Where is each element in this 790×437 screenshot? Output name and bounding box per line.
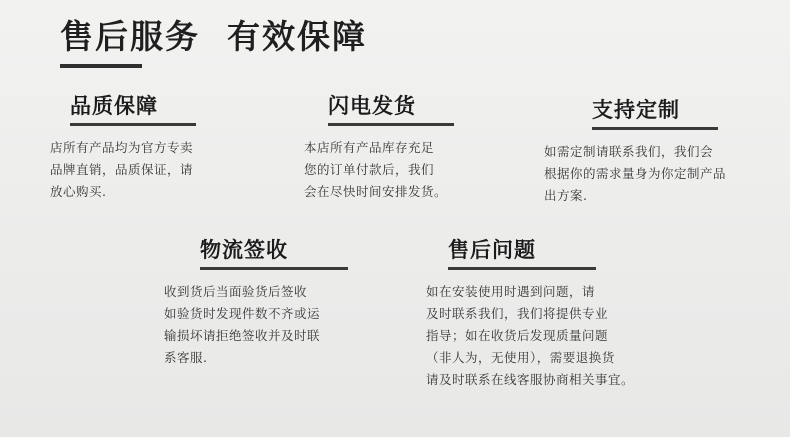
- section-customization-line: 根据你的需求量身为你定制产品: [544, 166, 727, 181]
- section-customization-line: 出方案.: [544, 188, 588, 203]
- section-quality-underline: [70, 123, 196, 126]
- section-logistics-signature-title: 物流签收: [200, 238, 288, 262]
- section-after-sale-issues: [420, 236, 700, 391]
- section-logistics-signature-line: 系客服.: [164, 350, 208, 365]
- section-quality-line: 品牌直销，品质保证，请: [50, 162, 194, 177]
- section-quality: [48, 92, 258, 203]
- section-customization: [538, 96, 753, 207]
- section-fast-shipping: [296, 92, 501, 203]
- section-quality-title: 品质保障: [70, 94, 158, 118]
- section-after-sale-issues-line: 请及时联系在线客服协商相关事宜。: [426, 372, 635, 387]
- section-after-sale-issues-body: [420, 281, 700, 391]
- section-after-sale-issues-title: 售后问题: [448, 238, 536, 262]
- section-fast-shipping-underline: [328, 123, 454, 126]
- section-logistics-signature-line: 输损坏请拒绝签收并及时联: [164, 328, 321, 343]
- section-fast-shipping-line: 本店所有产品库存充足: [304, 140, 435, 155]
- section-logistics-signature: [150, 236, 400, 369]
- section-customization-title: 支持定制: [592, 98, 680, 122]
- section-after-sale-issues-underline: [448, 267, 596, 270]
- section-quality-line: 放心购买.: [50, 184, 107, 199]
- banner-header: [60, 14, 700, 68]
- section-quality-body: [48, 137, 258, 203]
- section-customization-line: 如需定制请联系我们，我们会: [544, 144, 714, 159]
- section-after-sale-issues-line: 及时联系我们，我们将提供专业: [426, 306, 609, 321]
- section-after-sale-issues-line: 指导；如在收货后发现质量问题: [426, 328, 609, 343]
- section-fast-shipping-body: [296, 137, 501, 203]
- section-customization-underline: [592, 127, 718, 130]
- section-customization-body: [538, 141, 753, 207]
- section-fast-shipping-title: 闪电发货: [328, 94, 416, 118]
- section-logistics-signature-body: [150, 281, 400, 369]
- section-logistics-signature-underline: [200, 267, 348, 270]
- section-fast-shipping-line: 会在尽快时间安排发货。: [304, 184, 448, 199]
- page-title: 售后服务 有效保障: [60, 17, 367, 56]
- section-after-sale-issues-line: （非人为，无使用），需要退换货: [426, 350, 615, 365]
- title-underline-rule: [60, 64, 142, 68]
- section-after-sale-issues-line: 如在安装使用时遇到问题，请: [426, 284, 596, 299]
- section-logistics-signature-line: 如验货时发现件数不齐或运: [164, 306, 321, 321]
- section-fast-shipping-line: 您的订单付款后，我们: [304, 162, 435, 177]
- section-quality-line: 店所有产品均为官方专卖: [50, 140, 194, 155]
- section-logistics-signature-line: 收到货后当面验货后签收: [164, 284, 308, 299]
